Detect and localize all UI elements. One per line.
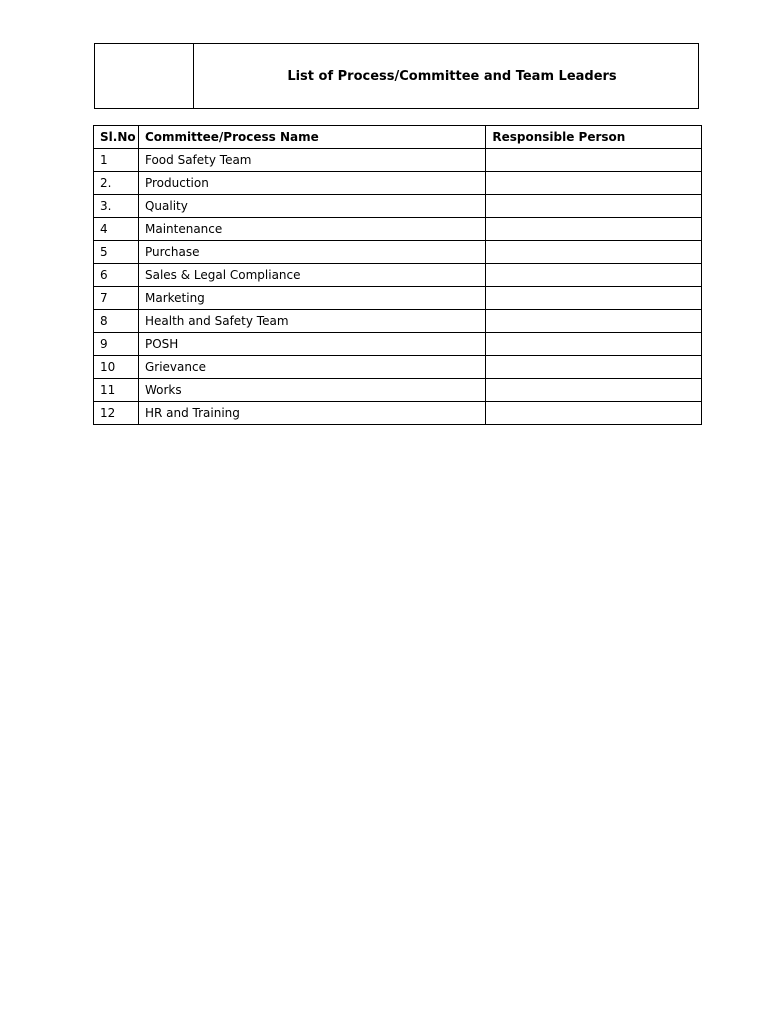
cell-responsible-person[interactable] (486, 149, 702, 172)
table-row (94, 149, 702, 172)
table-row (94, 333, 702, 356)
table-header-row (94, 126, 702, 149)
document-header (94, 43, 699, 109)
cell-committee-name: Production (138, 172, 485, 195)
cell-committee-name: Works (138, 379, 485, 402)
cell-committee-name: Quality (138, 195, 485, 218)
cell-responsible-person[interactable] (486, 310, 702, 333)
cell-responsible-person[interactable] (486, 356, 702, 379)
cell-sl-no: 4 (94, 218, 139, 241)
cell-committee-name: POSH (138, 333, 485, 356)
table-row (94, 402, 702, 425)
table-row (94, 379, 702, 402)
cell-responsible-person[interactable] (486, 241, 702, 264)
header-responsible-person: Responsible Person (486, 126, 702, 149)
document-title: List of Process/Committee and Team Leaders (287, 68, 617, 84)
table-row (94, 356, 702, 379)
cell-sl-no: 5 (94, 241, 139, 264)
cell-responsible-person[interactable] (486, 287, 702, 310)
cell-responsible-person[interactable] (486, 402, 702, 425)
cell-committee-name: Food Safety Team (138, 149, 485, 172)
header-sl-no: Sl.No (94, 126, 139, 149)
cell-sl-no: 6 (94, 264, 139, 287)
table-row (94, 264, 702, 287)
table-row (94, 195, 702, 218)
committee-table (93, 125, 702, 425)
cell-committee-name: HR and Training (138, 402, 485, 425)
cell-committee-name: Grievance (138, 356, 485, 379)
cell-responsible-person[interactable] (486, 218, 702, 241)
cell-committee-name: Purchase (138, 241, 485, 264)
cell-sl-no: 11 (94, 379, 139, 402)
logo-placeholder-cell (95, 44, 194, 108)
cell-committee-name: Maintenance (138, 218, 485, 241)
cell-sl-no: 9 (94, 333, 139, 356)
cell-responsible-person[interactable] (486, 172, 702, 195)
table-row (94, 310, 702, 333)
cell-sl-no: 8 (94, 310, 139, 333)
cell-committee-name: Sales & Legal Compliance (138, 264, 485, 287)
cell-sl-no: 12 (94, 402, 139, 425)
table-row (94, 241, 702, 264)
cell-responsible-person[interactable] (486, 195, 702, 218)
table-row (94, 172, 702, 195)
cell-sl-no: 2. (94, 172, 139, 195)
cell-responsible-person[interactable] (486, 379, 702, 402)
cell-sl-no: 3. (94, 195, 139, 218)
table-row (94, 287, 702, 310)
cell-sl-no: 10 (94, 356, 139, 379)
header-committee-name: Committee/Process Name (138, 126, 485, 149)
cell-committee-name: Health and Safety Team (138, 310, 485, 333)
table-row (94, 218, 702, 241)
cell-sl-no: 7 (94, 287, 139, 310)
cell-committee-name: Marketing (138, 287, 485, 310)
cell-responsible-person[interactable] (486, 333, 702, 356)
cell-responsible-person[interactable] (486, 264, 702, 287)
cell-sl-no: 1 (94, 149, 139, 172)
